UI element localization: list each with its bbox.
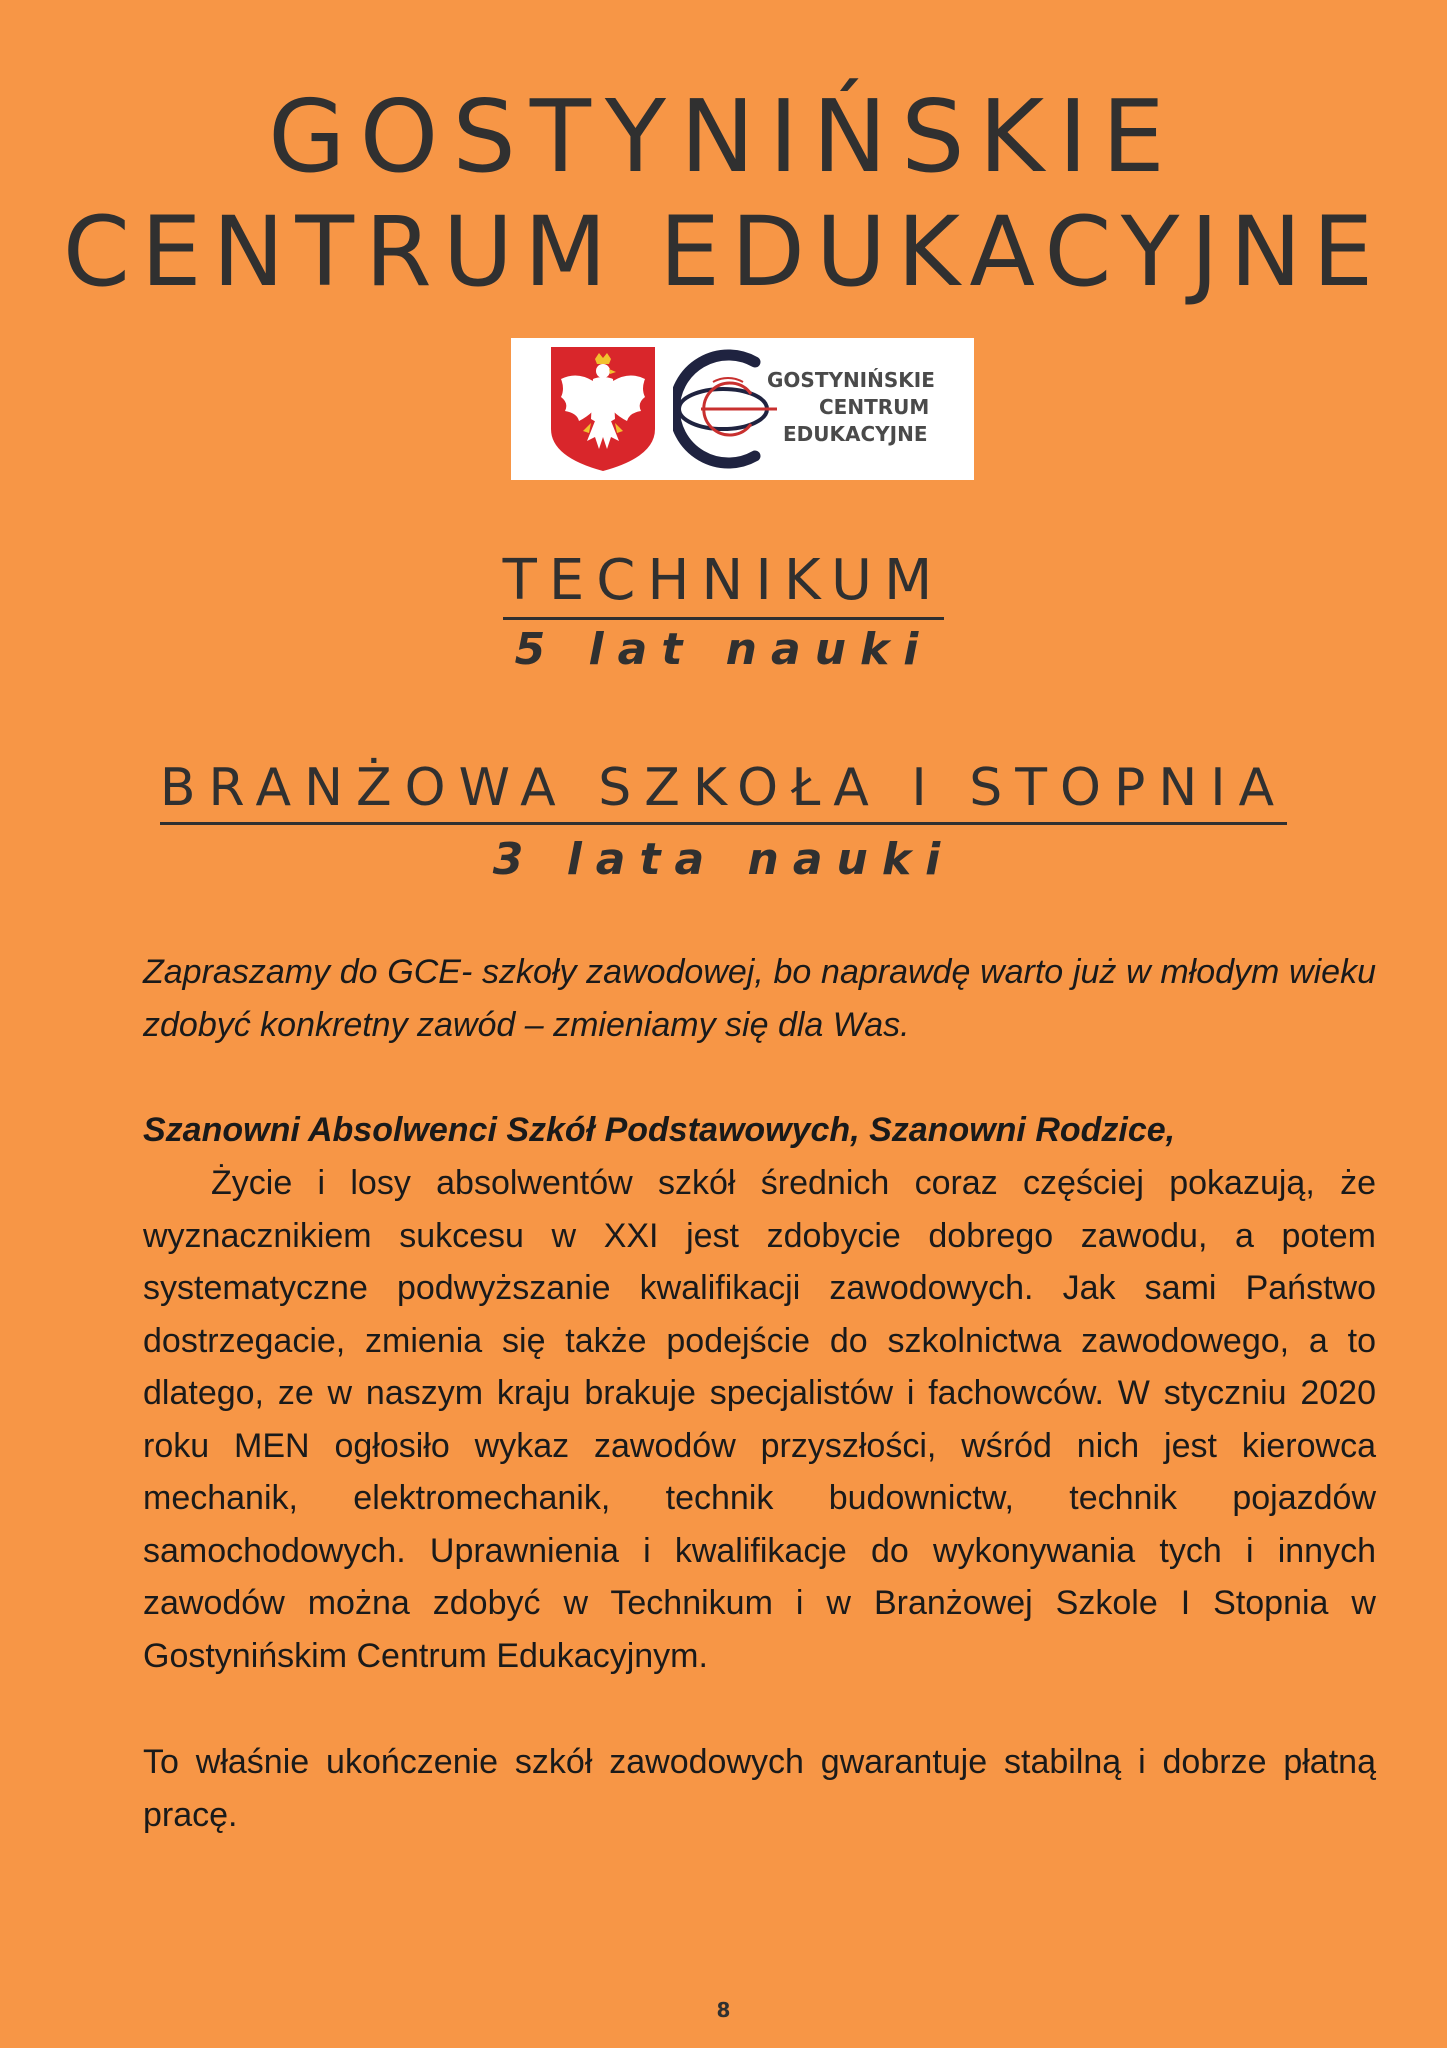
logo-text-line-1: GOSTYNIŃSKIE (767, 368, 935, 392)
page-title-line-2: CENTRUM EDUKACYJNE (62, 196, 1385, 308)
logo-text-line-2: CENTRUM (819, 395, 930, 419)
page-title-line-1: GOSTYNIŃSKIE (268, 78, 1179, 195)
main-paragraph: Życie i losy absolwentów szkół średnich coraz częściej pokazują, że wyznacznikiem sukcesu w XXI jest zdobycie dobrego zawodu, a potem systematyczne podwyższanie kwalifikacji zawodowych. Jak sami Państwo dostrzegacie, zmienia się także podejście do szkolnictwa zawodowego, a to dlatego, ze w naszym kraju brakuje specjalistów i fachowców. W styczniu 2020 roku MEN ogłosiło wykaz zawodów przyszłości, wśród nich jest kierowca mechanik, elektromechanik, technik budownictw, technik pojazdów samochodowych. Uprawnienia i kwalifikacje do wykonywania tych i innych zawodów można zdobyć w Technikum i w Branżowej Szkole I Stopnia w Gostynińskim Centrum Edukacyjnym. (143, 1164, 1376, 1675)
greeting-line: Szanowni Absolwenci Szkół Podstawowych, Szanowni Rodzice, (143, 1111, 1176, 1149)
gce-emblem-icon (673, 348, 783, 470)
polish-eagle-icon (549, 345, 657, 473)
logo-text-line-3: EDUKACYJNE (783, 422, 928, 446)
technikum-duration: 5 lat nauki (514, 624, 933, 675)
technikum-heading-text: TECHNIKUM (503, 548, 945, 620)
closing-paragraph: To właśnie ukończenie szkół zawodowych gwarantuje stabilną i dobrze płatną pracę. (143, 1743, 1376, 1834)
branzowa-duration: 3 lata nauki (492, 834, 955, 885)
branzowa-heading-text: BRANŻOWA SZKOŁA I STOPNIA (160, 758, 1287, 825)
school-logo (511, 338, 974, 480)
intro-paragraph: Zapraszamy do GCE- szkoły zawodowej, bo naprawdę warto już w młodym wieku zdobyć konkretny zawód – zmieniamy się dla Was. (143, 953, 1376, 1044)
branzowa-heading (0, 758, 1447, 818)
technikum-heading (0, 548, 1447, 613)
page-number: 8 (716, 1998, 731, 2022)
